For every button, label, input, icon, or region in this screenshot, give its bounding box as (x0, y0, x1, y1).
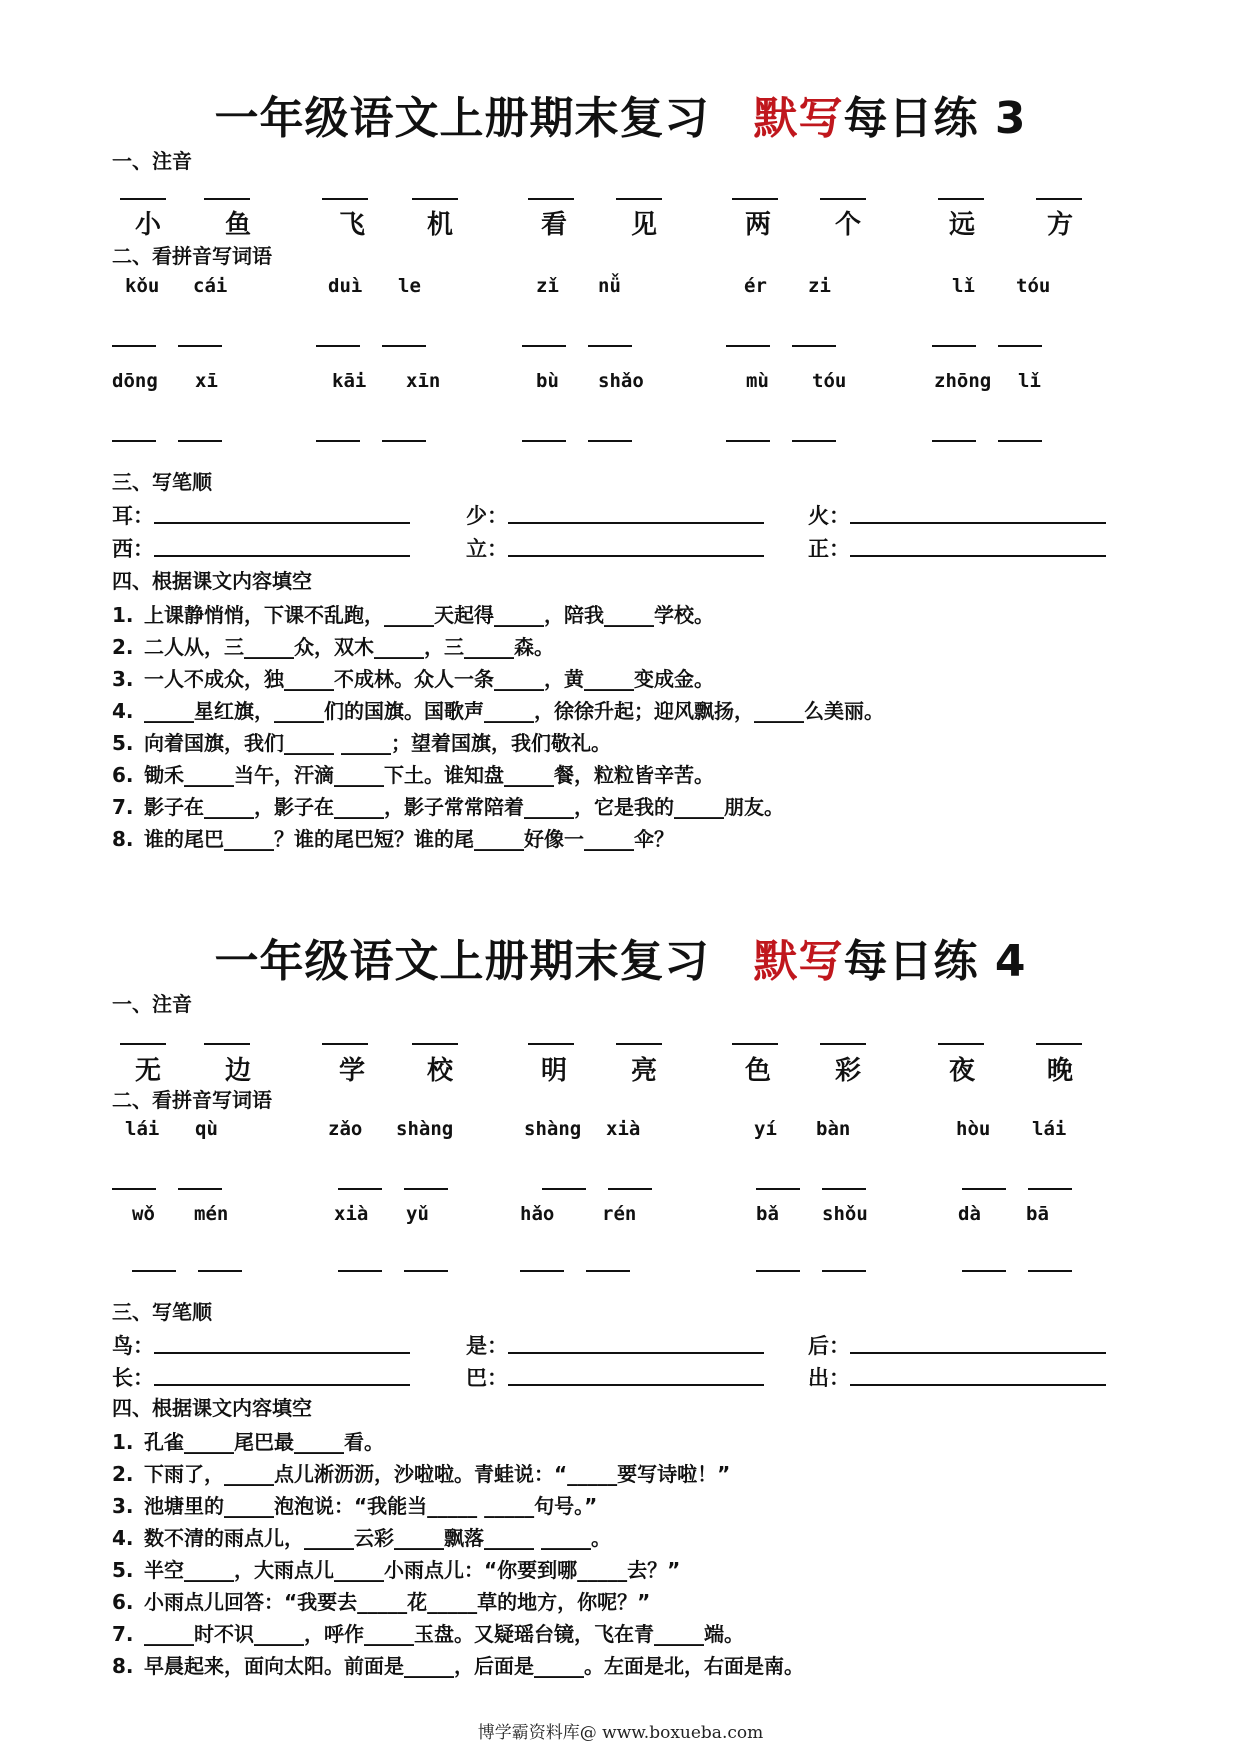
stroke-order-label: 耳： (112, 504, 154, 528)
fill-item: 3. 一人不成众，独_____不成林。众人一条_____，黄_____变成金。 (112, 667, 714, 691)
pinyin: rén (602, 1203, 637, 1225)
pinyin: bàn (816, 1118, 851, 1140)
section-heading-zhuyin: 一、注音 (112, 992, 192, 1016)
stroke-order-label: 西： (112, 537, 154, 561)
fill-item: 5. 向着国旗，我们_____ _____；望着国旗，我们敬礼。 (112, 731, 611, 755)
section-heading-kanpinyin: 二、看拼音写词语 (112, 244, 272, 268)
pinyin: shǎo (598, 370, 644, 392)
section-heading-tiankong: 四、根据课文内容填空 (112, 569, 312, 593)
stroke-order-label: 少： (466, 504, 508, 528)
pinyin-blank (412, 1043, 458, 1045)
answer-blank (962, 1188, 1006, 1190)
zhuyin-char: 边 (224, 1056, 251, 1086)
zhuyin-char: 两 (744, 210, 771, 240)
pinyin: kǒu (125, 275, 160, 297)
answer-blank (962, 1270, 1006, 1272)
answer-blank (1028, 1188, 1072, 1190)
zhuyin-char: 方 (1046, 210, 1073, 240)
zhuyin-char: 飞 (338, 210, 365, 240)
stroke-order-label: 后： (808, 1334, 850, 1358)
pinyin: xià (334, 1203, 369, 1225)
pinyin: dà (958, 1203, 981, 1225)
zhuyin-char: 无 (134, 1056, 161, 1086)
stroke-order-label: 立： (466, 537, 508, 561)
answer-blank (404, 1270, 448, 1272)
pinyin: ér (744, 275, 767, 297)
fill-item: 4. 数不清的雨点儿，_____云彩_____飘落_____ _____。 (112, 1526, 611, 1550)
title-highlight: 默写 (753, 936, 844, 987)
pinyin: lǐ (1018, 370, 1041, 392)
footer-watermark: 博学霸资料库@ www.boxueba.com (477, 1723, 764, 1743)
answer-blank (112, 1188, 156, 1190)
pinyin: tóu (812, 370, 847, 392)
pinyin: bā (1026, 1203, 1049, 1225)
pinyin: le (398, 275, 421, 297)
pinyin: yǔ (406, 1203, 429, 1225)
fill-item: 8. 谁的尾巴_____？谁的尾巴短？谁的尾_____好像一_____伞？ (112, 827, 674, 851)
pinyin-blank (120, 1043, 166, 1045)
pinyin: duì (328, 275, 363, 297)
zhuyin-char: 学 (338, 1056, 365, 1086)
fill-item: 5. 半空_____，大雨点儿_____小雨点儿：“你要到哪_____去？” (112, 1558, 681, 1582)
fill-item: 8. 早晨起来，面向太阳。前面是_____，后面是_____。左面是北，右面是南。 (112, 1654, 804, 1678)
title-highlight: 默写 (753, 93, 844, 144)
fill-item: 1. 上课静悄悄，下课不乱跑，_____天起得_____，陪我_____学校。 (112, 603, 714, 627)
pinyin: zǎo (328, 1118, 363, 1140)
page-title: 一年级语文上册期末复习 默写每日练 4 (214, 936, 1027, 987)
stroke-order-line (508, 1352, 764, 1354)
pinyin-blank (820, 1043, 866, 1045)
pinyin: lǐ (952, 275, 975, 297)
answer-blank (586, 1270, 630, 1272)
zhuyin-char: 晚 (1046, 1056, 1073, 1086)
pinyin: zhōng (934, 370, 992, 392)
section-heading-bishun: 三、写笔顺 (112, 470, 212, 494)
answer-blank (608, 1188, 652, 1190)
section-heading-kanpinyin: 二、看拼音写词语 (112, 1088, 272, 1112)
fill-item: 1. 孔雀_____尾巴最_____看。 (112, 1430, 384, 1454)
answer-blank (132, 1270, 176, 1272)
answer-blank (404, 1188, 448, 1190)
section-heading-tiankong: 四、根据课文内容填空 (112, 1396, 312, 1420)
pinyin: zi (808, 275, 831, 297)
answer-blank (338, 1188, 382, 1190)
zhuyin-char: 色 (744, 1056, 771, 1086)
pinyin: shàng (524, 1118, 582, 1140)
pinyin: lái (125, 1118, 160, 1140)
stroke-order-label: 火： (808, 504, 850, 528)
section-heading-bishun: 三、写笔顺 (112, 1300, 212, 1324)
stroke-order-line (154, 1352, 410, 1354)
zhuyin-char: 明 (540, 1056, 567, 1086)
stroke-order-line (850, 1384, 1106, 1386)
pinyin-blank (528, 1043, 574, 1045)
pinyin: bù (536, 370, 559, 392)
zhuyin-char: 彩 (834, 1056, 861, 1086)
stroke-order-label: 巴： (466, 1366, 508, 1390)
pinyin-blank (938, 1043, 984, 1045)
stroke-order-label: 是： (466, 1334, 508, 1358)
answer-blank (756, 1270, 800, 1272)
answer-blank (178, 1188, 222, 1190)
pinyin: zǐ (536, 275, 559, 297)
pinyin: qù (195, 1118, 218, 1140)
pinyin: wǒ (132, 1203, 155, 1225)
stroke-order-label: 鸟： (112, 1334, 154, 1358)
pinyin-blank (322, 1043, 368, 1045)
fill-item: 3. 池塘里的_____泡泡说：“我能当_____ _____句号。” (112, 1494, 598, 1518)
stroke-order-line (154, 1384, 410, 1386)
zhuyin-char: 看 (540, 210, 567, 240)
pinyin: kāi (332, 370, 367, 392)
zhuyin-char: 夜 (948, 1056, 975, 1086)
pinyin: mù (746, 370, 769, 392)
pinyin: lái (1032, 1118, 1067, 1140)
pinyin: xī (195, 370, 218, 392)
pinyin-blank (616, 1043, 662, 1045)
section-heading-zhuyin: 一、注音 (112, 149, 192, 173)
answer-blank (198, 1270, 242, 1272)
page-title: 一年级语文上册期末复习 默写每日练 3 (214, 93, 1027, 144)
pinyin: mén (194, 1203, 229, 1225)
zhuyin-char: 亮 (630, 1056, 657, 1086)
fill-item: 2. 下雨了，_____点儿淅沥沥，沙啦啦。青蛙说：“_____要写诗啦！” (112, 1462, 731, 1486)
zhuyin-char: 远 (948, 210, 975, 240)
pinyin: yí (754, 1118, 777, 1140)
stroke-order-label: 出： (808, 1366, 850, 1390)
pinyin-blank (204, 1043, 250, 1045)
pinyin: dōng (112, 370, 158, 392)
zhuyin-char: 鱼 (224, 210, 251, 240)
pinyin-blank (732, 1043, 778, 1045)
pinyin: xīn (406, 370, 441, 392)
answer-blank (542, 1188, 586, 1190)
stroke-order-line (850, 1352, 1106, 1354)
pinyin: hǎo (520, 1203, 555, 1225)
fill-item: 2. 二人从，三_____众，双木_____，三_____森。 (112, 635, 554, 659)
zhuyin-char: 小 (134, 210, 161, 240)
fill-item: 7. 影子在_____，影子在_____，影子常常陪着_____，它是我的_____朋友。 (112, 795, 784, 819)
pinyin: nǚ (598, 275, 621, 297)
pinyin: xià (606, 1118, 641, 1140)
zhuyin-char: 校 (426, 1056, 453, 1086)
pinyin: bǎ (756, 1203, 779, 1225)
pinyin-blank (1036, 1043, 1082, 1045)
pinyin: tóu (1016, 275, 1051, 297)
answer-blank (520, 1270, 564, 1272)
zhuyin-char: 机 (426, 210, 453, 240)
zhuyin-char: 见 (630, 210, 657, 240)
fill-item: 6. 小雨点儿回答：“我要去_____花_____草的地方，你呢？” (112, 1590, 651, 1614)
fill-item: 6. 锄禾_____当午，汗滴_____下土。谁知盘_____餐，粒粒皆辛苦。 (112, 763, 714, 787)
answer-blank (338, 1270, 382, 1272)
zhuyin-char: 个 (834, 210, 861, 240)
answer-blank (756, 1188, 800, 1190)
answer-blank (1028, 1270, 1072, 1272)
fill-item: 7. _____时不识_____，呼作_____玉盘。又疑瑶台镜，飞在青_____端。 (112, 1622, 744, 1646)
pinyin: cái (193, 275, 228, 297)
pinyin: hòu (956, 1118, 991, 1140)
stroke-order-label: 正： (808, 537, 850, 561)
fill-item: 4. _____星红旗，_____们的国旗。国歌声_____，徐徐升起；迎风飘扬，_____么美丽。 (112, 699, 884, 723)
stroke-order-line (508, 1384, 764, 1386)
answer-blank (822, 1188, 866, 1190)
answer-blank (822, 1270, 866, 1272)
pinyin: shǒu (822, 1203, 868, 1225)
pinyin: shàng (396, 1118, 454, 1140)
stroke-order-label: 长： (112, 1366, 154, 1390)
